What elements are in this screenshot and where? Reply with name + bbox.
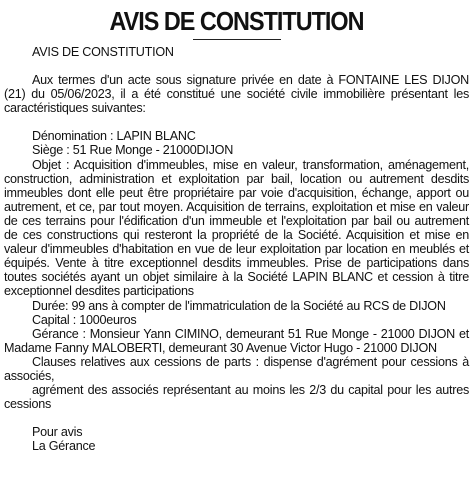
notice-intro: Aux termes d'un acte sous signature privée en date à FONTAINE LES DIJON (21) du 05/06/2023, il a été constitué une société civile immobilière présentant les caractéristiques suivantes: [4, 73, 469, 116]
notice-headline: AVIS DE CONSTITUTION [109, 6, 364, 36]
clauses-paragraph: Clauses relatives aux cessions de parts : dispense d'agrément pour cessions à associés, [4, 354, 469, 383]
notice-body [4, 45, 469, 453]
closing-line: Pour avis [32, 425, 83, 440]
spacer [4, 411, 469, 425]
signature-line: La Gérance [32, 439, 96, 454]
agrement-paragraph: agrément des associés représentant au moins les 2/3 du capital pour les autres cessions [4, 383, 469, 412]
denomination-line: Dénomination : LAPIN BLANC [32, 129, 196, 144]
objet-paragraph: Objet : Acquisition d'immeubles, mise en valeur, transformation, aménagement, construction, administration et exploitation par bail, location ou autrement desdits immeubles dont elle peut être propriétaire par voie d'acquisition, échange, apport ou autrement, et ce, par tout moyen. Acquisition de terrains, exploitation et mise en valeur de ces terrains pour l'édification d'un immeuble et l'exploitation par bail ou autrement de ces constructions qui resteront la propriété de la Société. Acquisition et mise en valeur d'immeubles d'habitation en vue de leur exploitation par location en meublés et équipés. Vente à titre exceptionnel desdits immeubles. Prise de participations dans toutes sociétés ayant un objet similaire à la Société LAPIN BLANC et cession à titre exceptionnel desdites participations [4, 157, 469, 299]
duree-line: Durée: 99 ans à compter de l'immatriculation de la Société au RCS de DIJON [32, 298, 446, 313]
notice-subheading: AVIS DE CONSTITUTION [32, 45, 174, 59]
siege-line: Siège : 51 Rue Monge - 21000DIJON [32, 143, 234, 158]
spacer [4, 115, 469, 129]
headline-divider [193, 39, 281, 40]
capital-line: Capital : 1000euros [32, 312, 137, 327]
gerance-paragraph: Gérance : Monsieur Yann CIMINO, demeurant 51 Rue Monge - 21000 DIJON et Madame Fanny MALOBERTI, demeurant 30 Avenue Victor Hugo - 21000 DIJON [4, 326, 469, 355]
spacer [4, 59, 469, 73]
